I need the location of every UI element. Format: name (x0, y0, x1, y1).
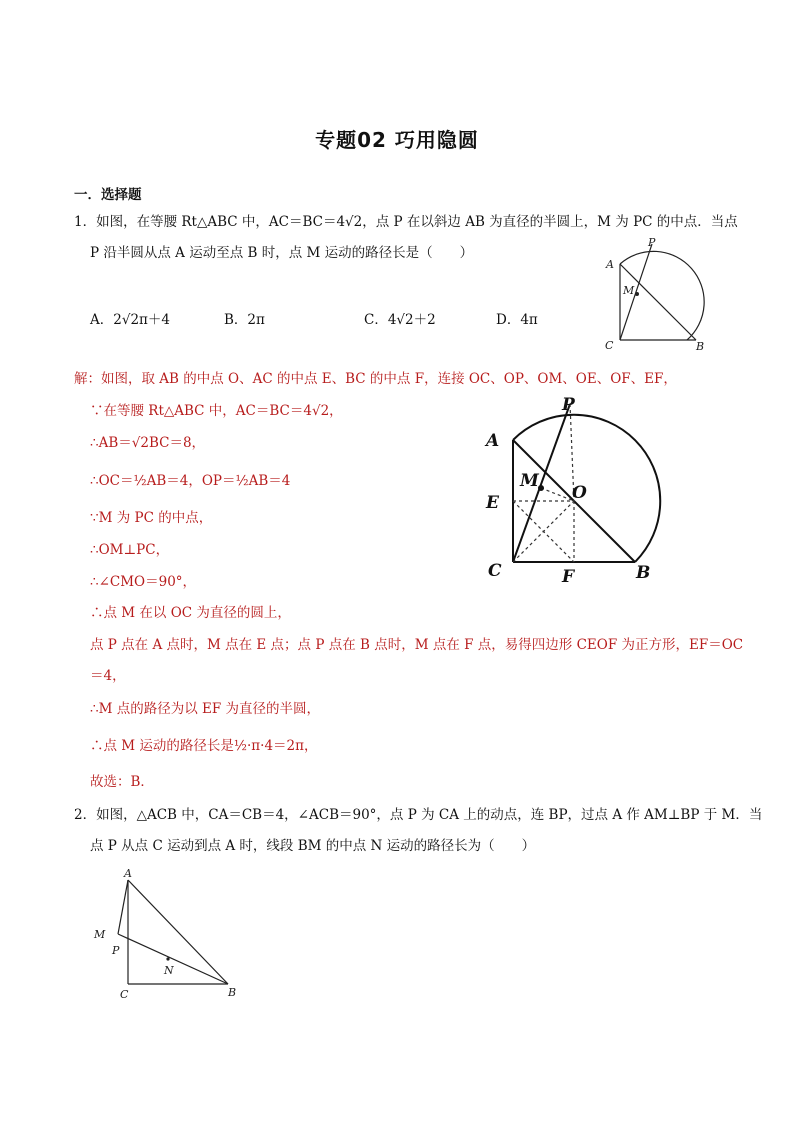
sol1-line1: 解：如图，取 AB 的中点 O、AC 的中点 E、BC 的中点 F，连接 OC、OP、OM、OE、OF、EF， (74, 371, 677, 387)
sol1-line9: 点 P 点在 A 点时，M 点在 E 点；点 P 点在 B 点时，M 点在 F 点，易得四边形 CEOF 为正方形，EF＝OC (90, 637, 744, 653)
sol1-line5: ∵M 为 PC 的中点， (90, 510, 213, 526)
sol1-label-a: A (486, 431, 500, 451)
sol1-line2: ∵在等腰 Rt△ABC 中，AC＝BC＝4√2， (90, 403, 343, 419)
sol1-label-b: B (636, 563, 651, 583)
sol1-label-c: C (488, 561, 502, 581)
q2-segment-am (118, 880, 128, 934)
sol1-label-f: F (562, 567, 575, 586)
q1-option-b: B．2π (224, 312, 265, 328)
sol1-label-p: P (562, 395, 575, 415)
sol1-line3: ∴AB＝√2BC＝8， (90, 435, 206, 451)
q2-label-c: C (120, 988, 129, 1001)
q2-label-p: P (112, 944, 120, 957)
q2-line2: 点 P 从点 C 运动到点 A 时，线段 BM 的中点 N 运动的路径长为（ ） (90, 838, 536, 854)
q2-label-n: N (164, 964, 174, 977)
q2-segment-ab (128, 880, 228, 984)
q1-label-c: C (605, 339, 614, 352)
q2-point-n (166, 957, 169, 960)
q1-segment-ab (620, 264, 696, 340)
sol1-line11: ∴M 点的路径为以 EF 为直径的半圆， (90, 701, 321, 717)
q1-line1: 1．如图，在等腰 Rt△ABC 中，AC＝BC＝4√2，点 P 在以斜边 AB 为直径的半圆上，M 为 PC 的中点．当点 (74, 214, 738, 230)
q2-line1: 2．如图，△ACB 中，CA＝CB＝4，∠ACB＝90°，点 P 为 CA 上的动点，连 BP，过点 A 作 AM⊥BP 于 M．当 (74, 807, 763, 823)
sol1-label-m: M (520, 471, 539, 491)
q1-line2: P 沿半圆从点 A 运动至点 B 时，点 M 运动的路径长是（ ） (90, 245, 474, 261)
q1-point-m (635, 292, 639, 296)
page-title: 专题02 巧用隐圆 (315, 128, 479, 152)
sol1-line7: ∴∠CMO＝90°， (90, 574, 197, 590)
sol1-point-m (538, 485, 544, 491)
sol1-line13: 故选：B． (90, 774, 154, 790)
sol1-label-e: E (486, 493, 499, 513)
q1-figure (596, 232, 720, 356)
q2-label-b: B (228, 986, 237, 999)
q2-label-a: A (124, 867, 132, 880)
section-heading: 一．选择题 (74, 187, 142, 203)
q1-option-a: A．2√2π＋4 (90, 312, 170, 328)
q1-label-m: M (623, 284, 635, 297)
q1-option-c: C．4√2＋2 (364, 312, 436, 328)
sol1-figure (478, 390, 674, 586)
sol1-line4: ∴OC＝½AB＝4，OP＝½AB＝4 (90, 473, 291, 489)
q1-label-p: P (648, 236, 656, 249)
sol1-line6: ∴OM⊥PC， (90, 542, 170, 558)
q2-label-m: M (94, 928, 106, 941)
sol1-line8: ∴点 M 在以 OC 为直径的圆上， (90, 605, 291, 621)
sol1-line12: ∴点 M 运动的路径长是½·π·4＝2π， (90, 738, 318, 754)
q2-figure (88, 864, 248, 1008)
sol1-label-o: O (572, 483, 587, 503)
q1-label-b: B (696, 340, 705, 353)
q1-option-d: D．4π (496, 312, 538, 328)
sol1-segment-om (541, 488, 574, 501)
sol1-line10: ＝4， (90, 668, 126, 684)
q1-label-a: A (606, 258, 614, 271)
